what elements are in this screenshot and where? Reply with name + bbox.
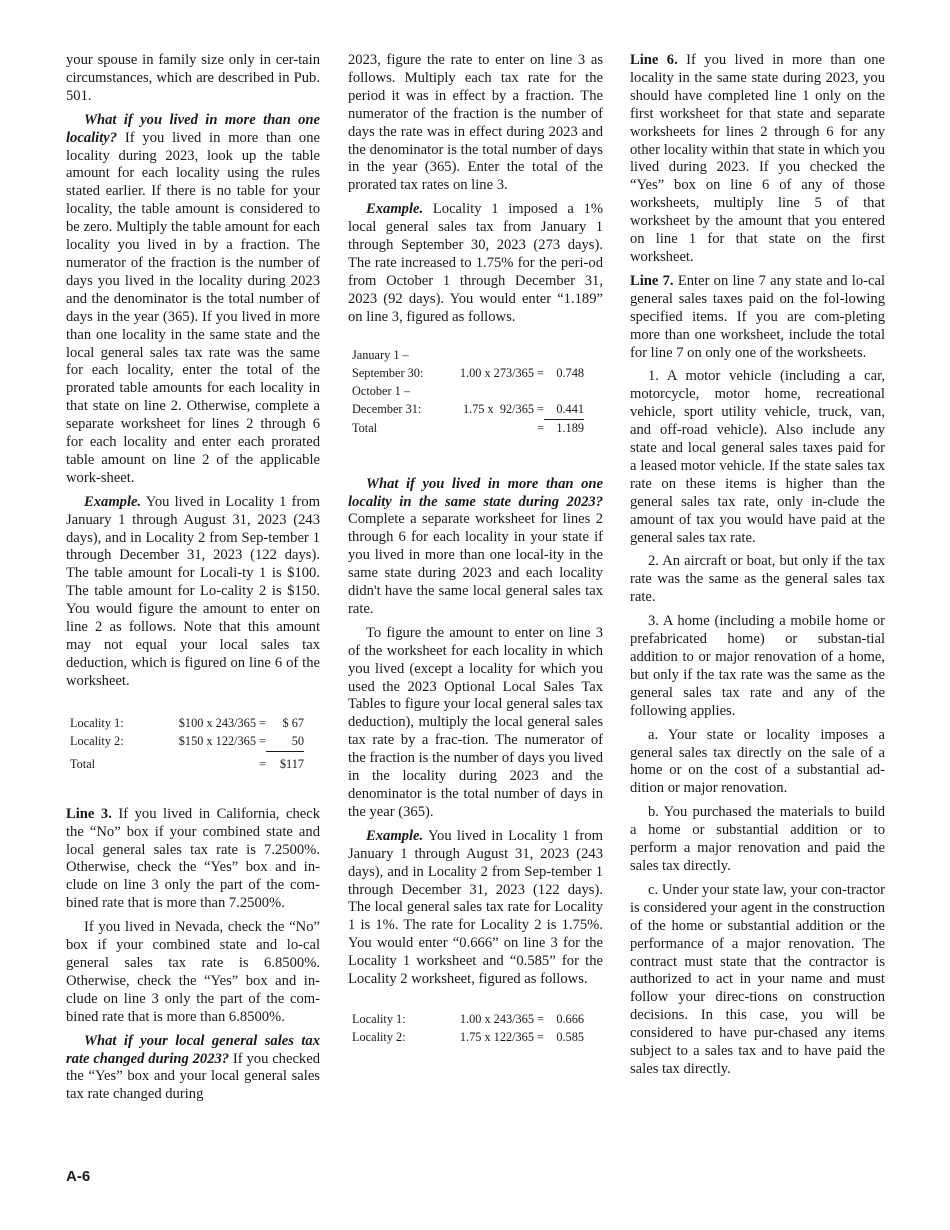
table-row <box>70 715 304 733</box>
table-cell: $117 <box>279 756 304 771</box>
paragraph <box>66 112 320 488</box>
paragraph <box>630 52 885 267</box>
table-row <box>352 419 584 438</box>
paragraph <box>66 806 320 913</box>
subheading: What if you lived in more than one locality in the same state during 2023? <box>348 475 603 510</box>
table-cell: 1.189 <box>556 420 584 435</box>
paragraph <box>348 828 603 989</box>
table-cell: Total <box>352 420 378 435</box>
column-2 <box>348 52 603 1079</box>
table-cell: 1.75 x 92/365 = <box>462 402 544 417</box>
table-cell: = <box>259 756 266 771</box>
page-number: A-6 <box>66 1168 91 1185</box>
table-cell: = <box>537 420 544 435</box>
table-cell: 1.75 x 122/365 = <box>459 1029 544 1044</box>
table-row <box>352 401 584 420</box>
table-cell: $ 67 <box>282 715 304 730</box>
paragraph-body: If you checked the “Yes” box and your local general sales tax rate changed during <box>66 1050 320 1103</box>
example-label: Example. <box>366 827 424 844</box>
table-cell: 0.666 <box>556 1011 584 1026</box>
table-cell: 1.00 x 273/365 = <box>459 365 544 380</box>
subheading: What if you lived in more than one locality? <box>66 111 320 146</box>
table-cell: Locality 2: <box>352 1029 406 1044</box>
paragraph-body: You lived in Locality 1 from January 1 through August 31, 2023 (243 days), and in Locality 2 from Sep-tember 1 through December 31, 2023 (122 days). The local general sales tax rate for Locality 1 is 1%. The rate for Locality 2 is 1.75%. You would enter “0.666” on line 3 for the Locality 1 worksheet and “0.585” for the Locality 2 worksheet, figured as follows. <box>348 827 603 988</box>
paragraph-body: If you lived in more than one locality in the same state during 2023, you should have completed line 1 only on the first worksheet for that state and separate worksheets for lines 2 through 6 for any other locality within that state in which you lived during 2023. If you checked the “Yes” box on line 6 of any of those worksheets, multiply line 5 of that worksheet by the amount that you entered on line 1 for that state on the first worksheet. <box>630 52 885 265</box>
list-item: 3. A home (including a mobile home or prefabricated home) or substan-tial addition to or major renovation of a home, but only if the tax rate was the same as the general sales tax rate and any of the following applies. <box>630 613 885 719</box>
calculation-table <box>352 347 584 438</box>
list-item: 1. A motor vehicle (including a car, motorcycle, motor home, recreational vehicle, sport utility vehicle, truck, van, and off-road vehicle). Also include any state and local general sales taxes paid for a leased motor vehicle. If the state sales tax rate on these items is higher than the general sales tax rate, only in-clude the amount of tax you would have paid at the general sales tax rate. <box>630 368 885 546</box>
table-cell: 0.441 <box>544 401 584 420</box>
paragraph-body: You lived in Locality 1 from January 1 through August 31, 2023 (243 days), and in Locality 2 from Sep-tember 1 through December 31, 2023 (122 days). The table amount for Locali-ty 1 is $100. The table amount for Lo-cality 2 is $150. You would figure the amount to enter on line 2 as follows. Note that this amount may not equal your local sales tax deduction, which is figured on line 6 of the worksheet. <box>66 493 320 689</box>
list-item: 2. An aircraft or boat, but only if the tax rate was the same as the general sales tax rate. <box>630 553 885 606</box>
paragraph <box>630 273 885 363</box>
list-item: c. Under your state law, your con-tractor is considered your agent in the construction of the home or substantial addition or the performance of a major renovation. The contract must state that the contractor is authorized to act in your name and must follow your direc-tions on construction decisions. In this case, you will be considered to have pur-chased any items subject to a sales tax and to have paid the sales tax directly. <box>630 881 885 1077</box>
calculation-table <box>352 1011 584 1047</box>
table-cell: $150 x 122/365 = <box>178 734 266 749</box>
list-item: b. You purchased the materials to build a home or substantial addition or to perform a major renovation and paid the sales tax directly. <box>630 804 885 874</box>
table-cell: 1.00 x 243/365 = <box>459 1011 544 1026</box>
table-cell: December 31: <box>352 402 422 417</box>
table-cell: $100 x 243/365 = <box>178 715 266 730</box>
paragraph-body: Locality 1 imposed a 1% local general sales tax from January 1 through September 30, 2023 (273 days). The rate increased to 1.75% for the peri-od from October 1 through December 31, 2023 (92 days). You would enter “1.189” on line 3, figured as follows. <box>348 201 603 325</box>
example-label: Example. <box>84 493 142 510</box>
table-cell: 0.748 <box>556 365 584 380</box>
paragraph <box>348 201 603 326</box>
paragraph: your spouse in family size only in cer-tain circumstances, which are described in Pub. 501. <box>66 52 320 104</box>
line-heading: Line 3. <box>66 805 112 822</box>
paragraph <box>66 1033 320 1105</box>
column-1 <box>66 52 320 1110</box>
table-cell: 0.585 <box>556 1029 584 1044</box>
list-item: a. Your state or locality imposes a general sales tax directly on the sale of a home or on the cost of a substantial ad-dition or major renovation. <box>630 726 885 797</box>
table-cell: September 30: <box>352 365 424 380</box>
paragraph-body: If you lived in California, check the “No” box if your combined state and local general sales tax rate is 7.2500%. Otherwise, check the “Yes” box and in-clude on line 3 only the part of the com-bined rate that is more than 7.2500%. <box>66 805 320 912</box>
table-row <box>352 1029 584 1047</box>
paragraph-body: If you lived in more than one locality during 2023, look up the table amount for each locality using the rules stated earlier. If there is no table for your locality, the table amount is considered to be zero. Multiply the table amount for each locality you lived in by a fraction. The numerator of the fraction is the number of days you lived in the locality during 2023 and the denominator is the total number of days in the year (365). If you lived in more than one locality in the same state and the local general sales tax rate was the same for each locality, enter the total of the prorated table amounts for each locality in that state on line 2. Otherwise, complete a separate worksheet for lines 2 through 6 for each locality and enter each prorated table amount on line 2 of the applicable work-sheet. <box>66 129 320 486</box>
paragraph-body: Enter on line 7 any state and lo-cal general sales taxes paid on the fol-lowing specified items. If you are com-pleting more than one worksheet, include the total for line 7 on only one of the worksheets. <box>630 272 885 361</box>
paragraph: 2023, figure the rate to enter on line 3 as follows. Multiply each tax rate for the period it was in effect by a fraction. The numerator of the fraction is the number of days the rate was in effect during 2023 and the denominator is the total number of days in the year (365). Enter the total of the prorated tax rates on line 3. <box>348 52 603 194</box>
table-cell: Locality 1: <box>352 1011 406 1026</box>
column-3 <box>630 52 885 1085</box>
table-cell: Total <box>70 756 96 771</box>
table-row <box>352 1011 584 1029</box>
line-heading: Line 6. <box>630 52 678 68</box>
table-row <box>352 347 584 365</box>
example-label: Example. <box>366 201 424 218</box>
paragraph <box>66 494 320 691</box>
table-row <box>352 365 584 383</box>
calculation-table <box>70 715 304 774</box>
table-cell: January 1 – <box>352 347 409 362</box>
table-cell: Locality 1: <box>70 715 124 730</box>
paragraph <box>348 476 603 619</box>
paragraph: To figure the amount to enter on line 3 of the worksheet for each locality in which you lived (except a locality for which you used the 2023 Optional Local Sales Tax Tables to figure your local general sales tax deduction), multiply the local general sales tax rate by a frac-tion. The numerator of the fraction is the number of days you lived in the locality during 2023 and the denominator is the total number of days in the year (365). <box>348 624 603 820</box>
table-cell: Locality 2: <box>70 734 124 749</box>
table-row <box>70 751 304 774</box>
subheading: What if your local general sales tax rate changed during 2023? <box>66 1032 320 1067</box>
table-row <box>70 733 304 752</box>
table-cell: 50 <box>266 733 304 752</box>
line-heading: Line 7. <box>630 272 674 289</box>
paragraph-body: Complete a separate worksheet for lines 2 through 6 for each locality in your state if you lived in more than one local-ity in the same state during 2023 and each locality didn't have the same local general sales tax rate. <box>348 511 603 617</box>
table-row <box>352 383 584 401</box>
table-cell: October 1 – <box>352 383 411 398</box>
paragraph: If you lived in Nevada, check the “No” box if your combined state and lo-cal general sales tax rate is 6.8500%. Otherwise, check the “Yes” box and in-clude on line 3 only the part of the com-bined rate that is more than 6.8500%. <box>66 919 320 1025</box>
